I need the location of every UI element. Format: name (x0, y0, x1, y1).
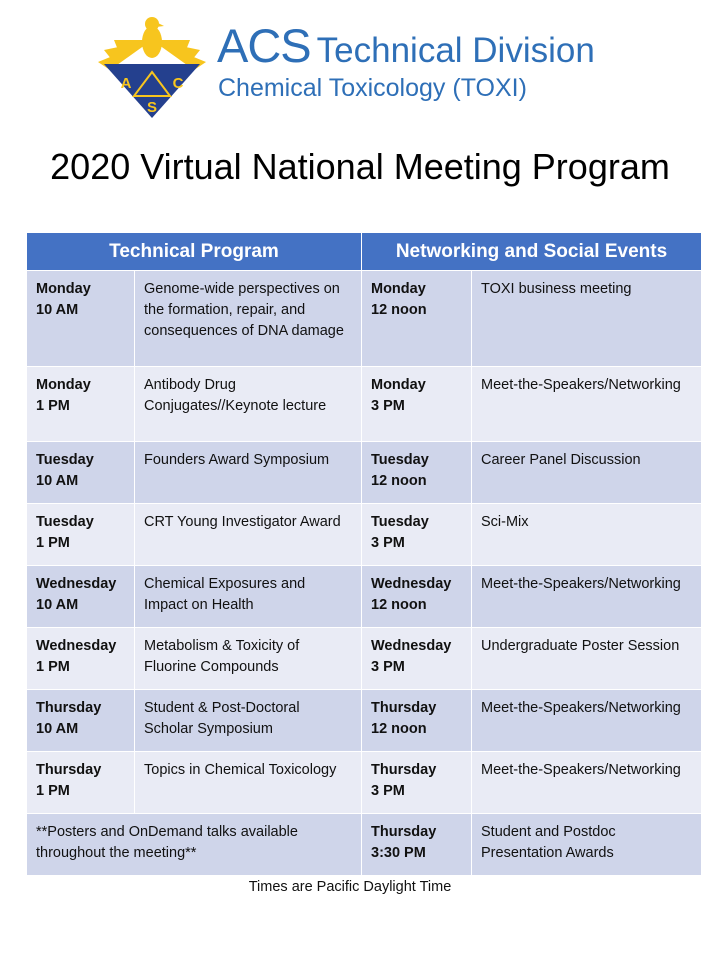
technical-session-when (27, 628, 135, 690)
session-day: Wednesday (36, 638, 117, 654)
technical-session-when (27, 566, 135, 628)
table-row (27, 814, 702, 876)
session-time: 3 PM (371, 535, 405, 551)
session-day: Thursday (36, 762, 102, 778)
networking-event-title: TOXI business meeting (472, 271, 702, 367)
session-day: Thursday (36, 700, 102, 716)
technical-session-title: Topics in Chemical Toxicology (135, 752, 362, 814)
table-row (27, 566, 702, 628)
session-time: 12 noon (371, 302, 427, 318)
session-day: Thursday (371, 762, 437, 778)
technical-session-when (27, 442, 135, 504)
session-day: Thursday (371, 824, 437, 840)
table-row (27, 271, 702, 367)
session-day: Tuesday (36, 514, 94, 530)
technical-session-when (27, 367, 135, 442)
technical-session-title: Student & Post-Doctoral Scholar Symposium (135, 690, 362, 752)
technical-session-title: CRT Young Investigator Award (135, 504, 362, 566)
networking-event-when (362, 628, 472, 690)
session-day: Wednesday (36, 576, 117, 592)
session-day: Tuesday (36, 452, 94, 468)
session-time: 1 PM (36, 398, 70, 414)
session-time: 3 PM (371, 783, 405, 799)
table-header-row (27, 233, 702, 271)
technical-session-when (27, 690, 135, 752)
table-row (27, 690, 702, 752)
session-time: 10 AM (36, 721, 79, 737)
brand-subtitle: Chemical Toxicology (TOXI) (218, 74, 527, 102)
logo-letter-c: C (172, 75, 184, 92)
session-day: Monday (371, 281, 426, 297)
networking-event-title: Student and Postdoc Presentation Awards (472, 814, 702, 876)
networking-event-when (362, 566, 472, 628)
session-time: 12 noon (371, 473, 427, 489)
session-day: Thursday (371, 700, 437, 716)
networking-event-title: Career Panel Discussion (472, 442, 702, 504)
session-time: 10 AM (36, 302, 79, 318)
networking-event-title: Meet-the-Speakers/Networking (472, 690, 702, 752)
session-time: 3 PM (371, 659, 405, 675)
logo-letter-s: S (146, 99, 158, 116)
session-day: Wednesday (371, 576, 452, 592)
networking-event-title: Meet-the-Speakers/Networking (472, 752, 702, 814)
technical-session-when (27, 504, 135, 566)
brand-division: Technical Division (316, 31, 595, 70)
networking-event-when (362, 367, 472, 442)
networking-event-title: Sci-Mix (472, 504, 702, 566)
table-row (27, 367, 702, 442)
table-row (27, 628, 702, 690)
session-time: 3 PM (371, 398, 405, 414)
session-time: 3:30 PM (371, 845, 426, 861)
page-title: 2020 Virtual National Meeting Program (50, 146, 670, 187)
session-day: Tuesday (371, 452, 429, 468)
brand-line (217, 18, 595, 73)
program-table (26, 232, 702, 876)
session-time: 12 noon (371, 597, 427, 613)
technical-session-title: Chemical Exposures and Impact on Health (135, 566, 362, 628)
networking-event-when (362, 271, 472, 367)
networking-event-when (362, 442, 472, 504)
session-day: Wednesday (371, 638, 452, 654)
networking-event-when (362, 690, 472, 752)
networking-event-title: Meet-the-Speakers/Networking (472, 367, 702, 442)
networking-event-title: Meet-the-Speakers/Networking (472, 566, 702, 628)
technical-session-when (27, 752, 135, 814)
eagle-emblem (98, 17, 206, 70)
logo-letter-a: A (120, 75, 132, 92)
networking-event-when (362, 752, 472, 814)
networking-events-header: Networking and Social Events (362, 233, 702, 271)
session-day: Monday (36, 281, 91, 297)
networking-event-when (362, 814, 472, 876)
technical-session-when (27, 271, 135, 367)
session-time: 10 AM (36, 597, 79, 613)
technical-program-header: Technical Program (27, 233, 362, 271)
technical-session-title: Founders Award Symposium (135, 442, 362, 504)
posters-ondemand-note: **Posters and OnDemand talks available throughout the meeting** (27, 814, 362, 876)
brand-acs: ACS (217, 19, 311, 72)
acs-logo (96, 14, 208, 120)
table-row (27, 442, 702, 504)
technical-session-title: Antibody Drug Conjugates//Keynote lecture (135, 367, 362, 442)
technical-session-title: Metabolism & Toxicity of Fluorine Compounds (135, 628, 362, 690)
session-time: 10 AM (36, 473, 79, 489)
timezone-footnote: Times are Pacific Daylight Time (248, 879, 452, 895)
session-day: Monday (36, 377, 91, 393)
session-time: 1 PM (36, 659, 70, 675)
header (96, 14, 656, 124)
session-time: 1 PM (36, 535, 70, 551)
session-day: Monday (371, 377, 426, 393)
networking-event-when (362, 504, 472, 566)
session-time: 1 PM (36, 783, 70, 799)
program-body (27, 271, 702, 876)
session-day: Tuesday (371, 514, 429, 530)
table-row (27, 504, 702, 566)
table-row (27, 752, 702, 814)
session-time: 12 noon (371, 721, 427, 737)
networking-event-title: Undergraduate Poster Session (472, 628, 702, 690)
technical-session-title: Genome-wide perspectives on the formation, repair, and consequences of DNA damage (135, 271, 362, 367)
